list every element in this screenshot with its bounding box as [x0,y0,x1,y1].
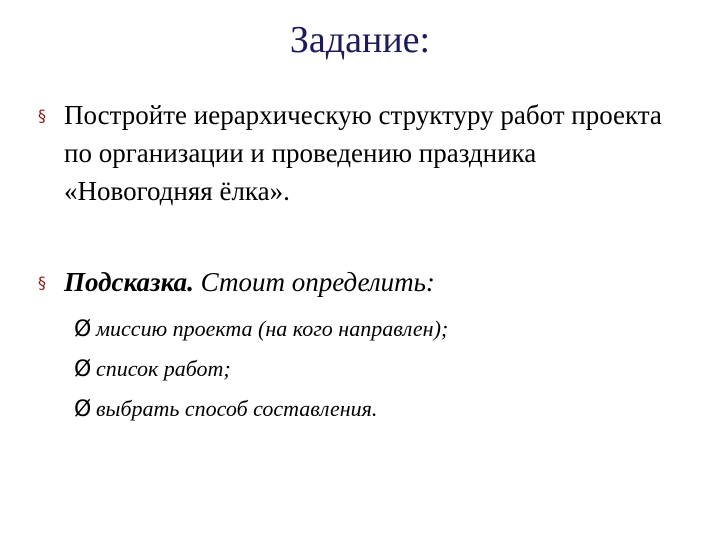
task-text: Постройте иерархическую структуру работ проекта по организации и проведению праздника «Новогодняя ёлка». [64,100,662,206]
bullet-task [38,96,678,210]
section-bullet-icon: § [38,273,46,292]
sub-list-item [74,349,674,389]
hint-sub-list [74,309,674,429]
section-bullet-icon: § [38,106,46,125]
hint-label: Подсказка. [64,267,194,297]
sub-list-item [74,309,674,349]
hint-body: Стоит определить: [193,267,435,297]
arrow-bullet-icon: Ø [74,316,92,342]
hint-text [64,263,435,301]
arrow-bullet-icon: Ø [74,396,92,422]
sub-list-item [74,389,674,429]
sub-item-text: миссию проекта (на кого направлен); [96,316,449,341]
slide-title: Задание: [289,19,431,61]
bullet-hint [38,263,678,301]
arrow-bullet-icon: Ø [74,356,92,382]
sub-item-text: список работ; [96,356,231,381]
sub-item-text: выбрать способ составления. [96,396,378,421]
